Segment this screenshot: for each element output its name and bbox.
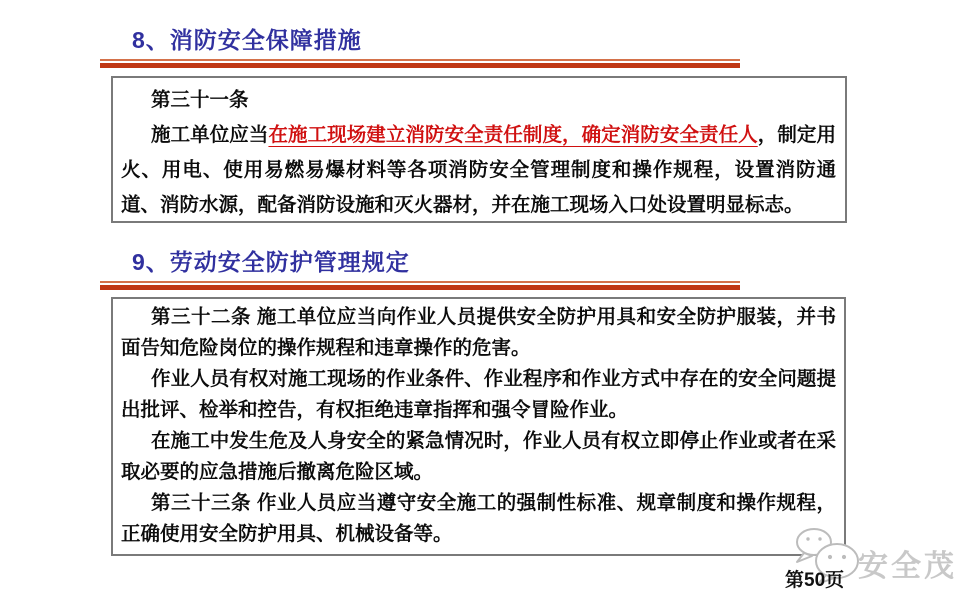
underline-thin-stripe bbox=[100, 281, 740, 283]
article-32-paragraph: 第三十二条 施工单位应当向作业人员提供安全防护用具和安全防护服装，并书面告知危险岗位的操作规程和违章操作的危害。 bbox=[121, 306, 836, 359]
article-box-labor-safety bbox=[111, 297, 846, 556]
title-underline-1 bbox=[100, 59, 740, 68]
article-33-paragraph: 第三十三条 作业人员应当遵守安全施工的强制性标准、规章制度和操作规程，正确使用安全防护用具、机械设备等。 bbox=[121, 492, 836, 545]
page-number: 第50页 bbox=[785, 570, 845, 591]
emergency-paragraph: 在施工中发生危及人身安全的紧急情况时，作业人员有权立即停止作业或者在采取必要的应急措施后撤离危险区域。 bbox=[121, 430, 836, 483]
article-31-paragraph bbox=[121, 118, 836, 223]
article-box-fire-safety bbox=[111, 76, 847, 223]
title-underline-2 bbox=[100, 281, 740, 290]
underline-thick-stripe bbox=[100, 63, 740, 68]
underline-thick-stripe bbox=[100, 285, 740, 290]
section-2-title: 9、劳动安全防护管理规定 bbox=[132, 249, 410, 275]
section-1-title: 8、消防安全保障措施 bbox=[132, 27, 362, 53]
article-31-prefix-text: 施工单位应当 bbox=[151, 124, 269, 146]
underline-thin-stripe bbox=[100, 59, 740, 61]
article-31-suffix-text: ，制定用火、用电、使用易燃易爆材料等各项消防安全管理制度和操作规程，设置消防通道、消防水源，配备消防设施和灭火器材，并在施工现场入口处设置明显标志。 bbox=[121, 124, 836, 216]
workers-rights-paragraph: 作业人员有权对施工现场的作业条件、作业程序和作业方式中存在的安全问题提出批评、检举和控告，有权拒绝违章指挥和强令冒险作业。 bbox=[121, 368, 836, 421]
article-31-heading: 第三十一条 bbox=[151, 89, 249, 111]
highlighted-red-text: 在施工现场建立消防安全责任制度，确定消防安全责任人 bbox=[268, 124, 758, 146]
brand-watermark-text: 安全茂 bbox=[858, 550, 957, 583]
